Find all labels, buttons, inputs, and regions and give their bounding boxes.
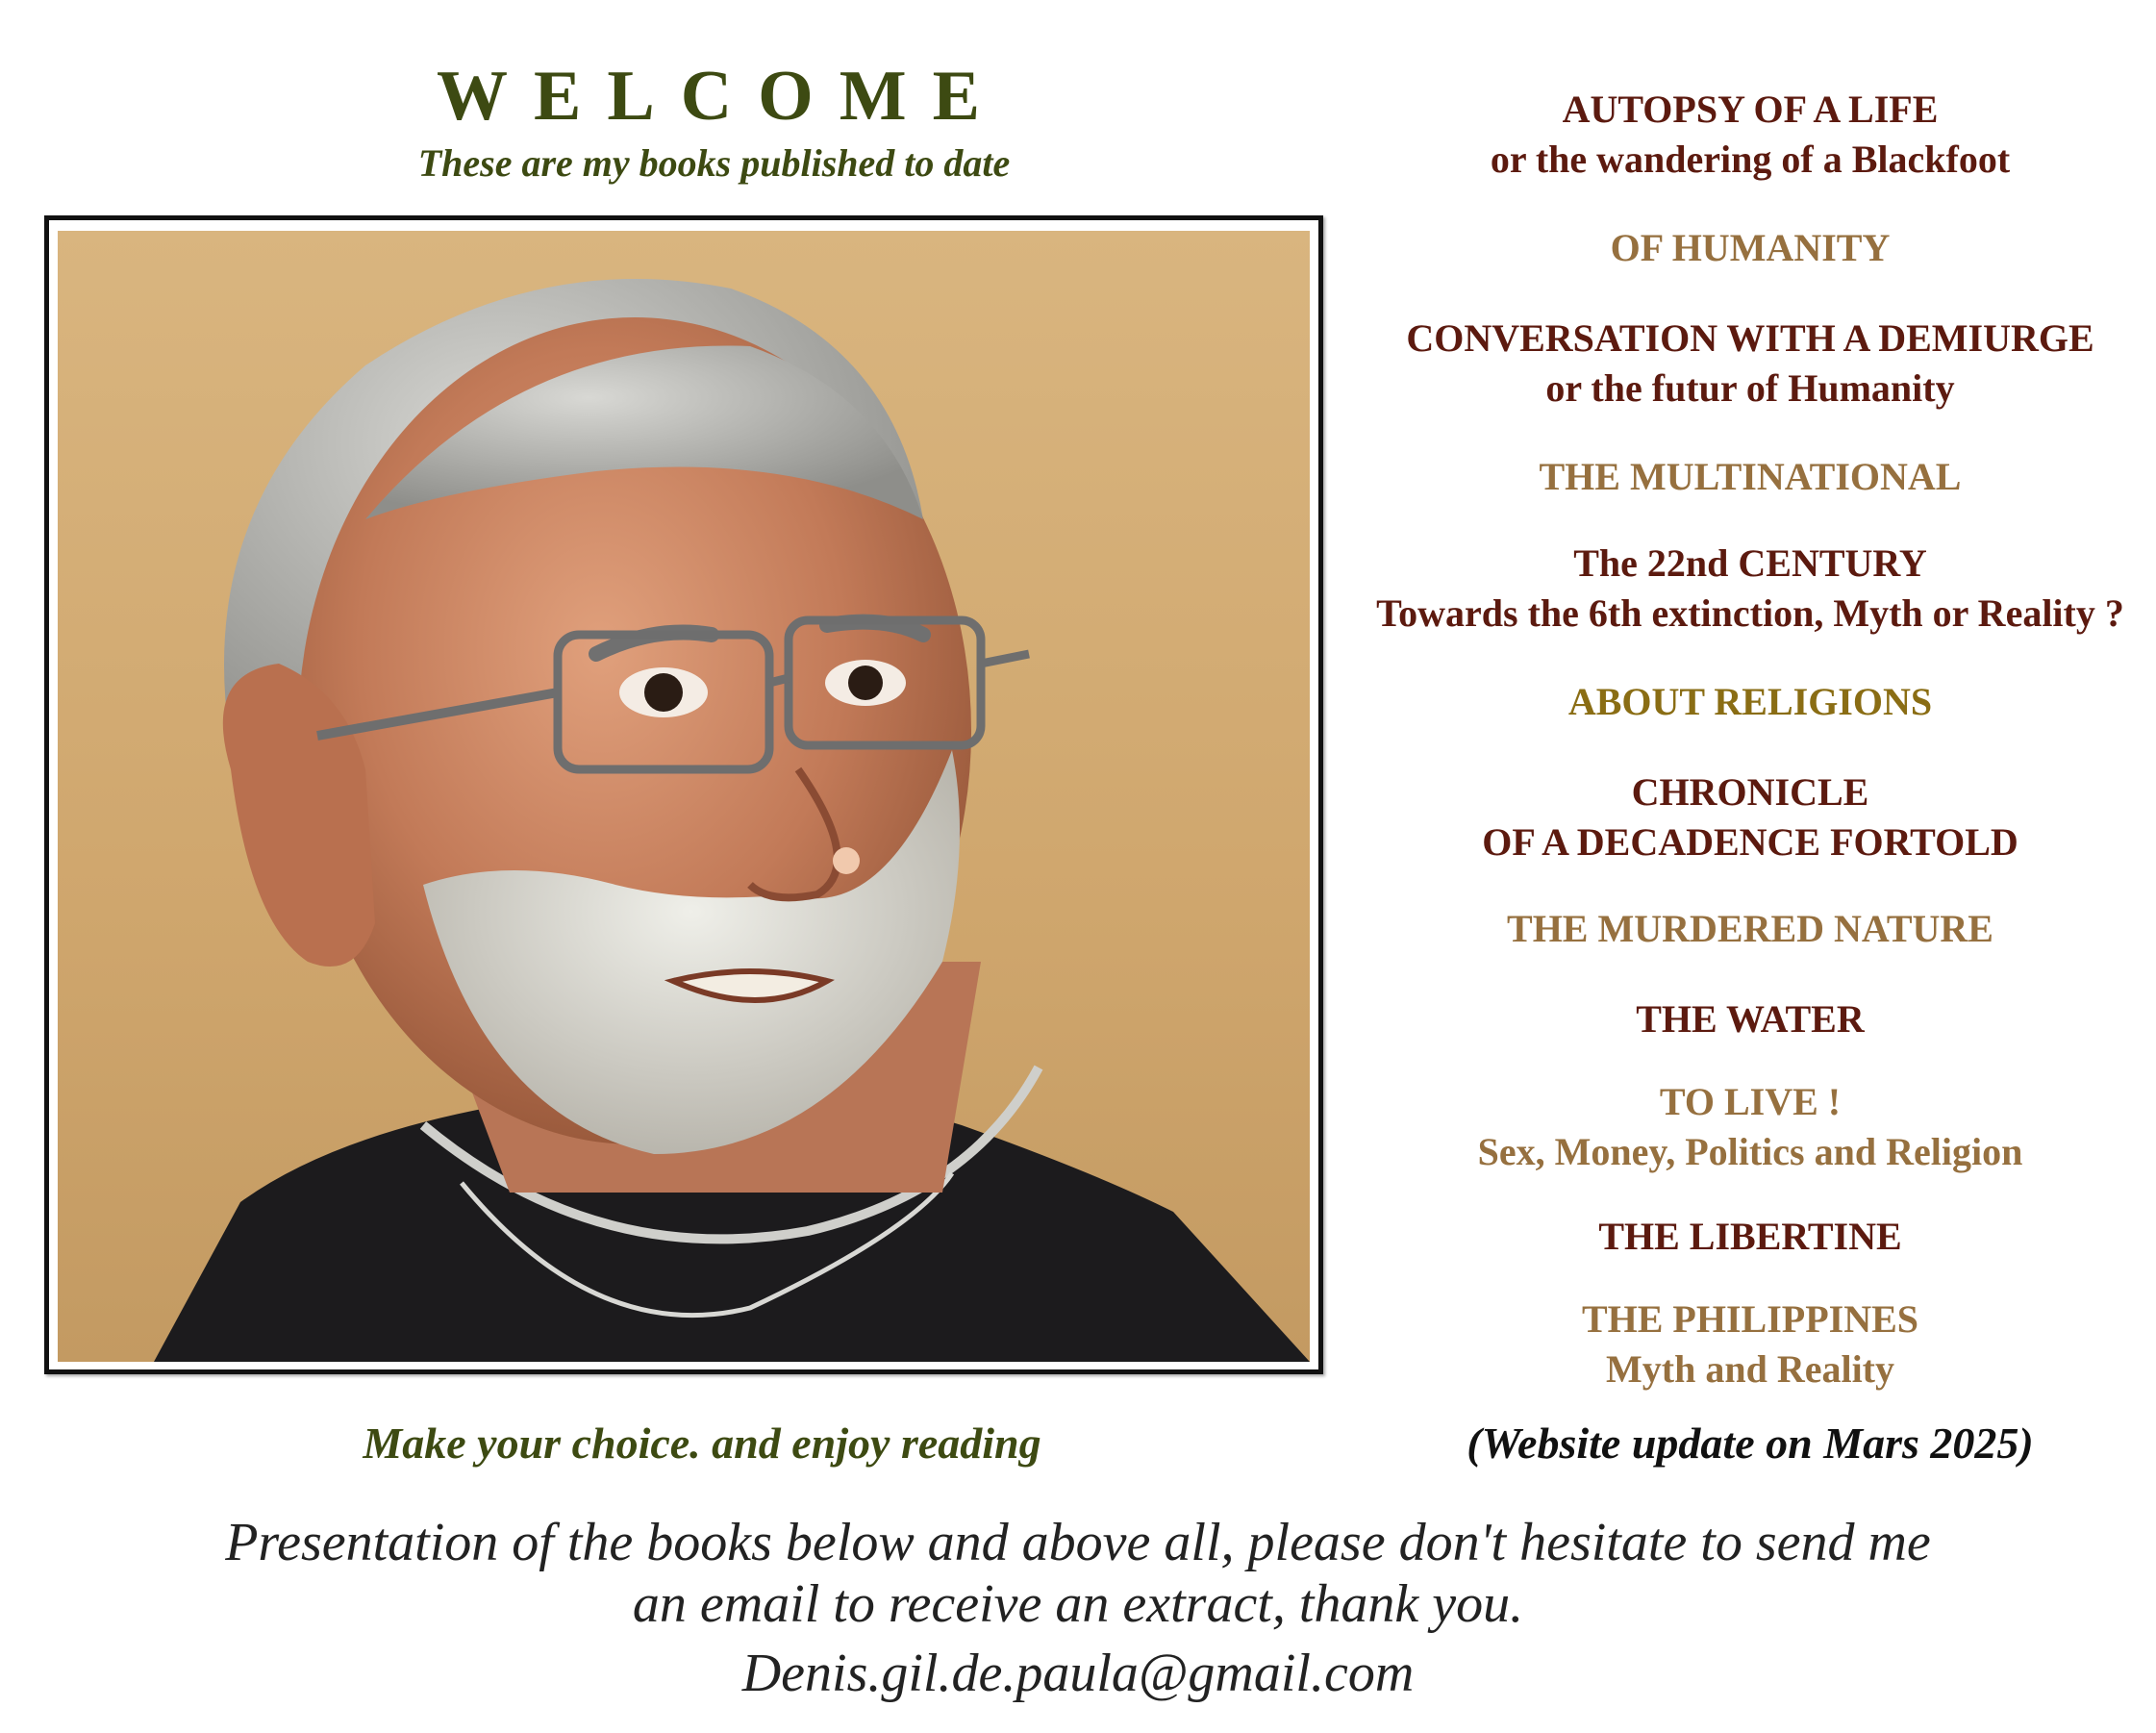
book-chronicle[interactable] [1346, 767, 2154, 867]
book-title: THE WATER [1636, 997, 1865, 1041]
book-title: THE MURDERED NATURE [1507, 907, 1993, 950]
presentation-line-2: an email to receive an extract, thank you. [632, 1574, 1524, 1634]
book-autopsy-of-a-life[interactable] [1346, 85, 2154, 185]
book-conversation-with-a-demiurge[interactable] [1346, 314, 2154, 414]
contact-email-link[interactable]: Denis.gil.de.paula@gmail.com [741, 1644, 1415, 1703]
welcome-subtitle: These are my books published to date [417, 141, 1011, 185]
book-the-water[interactable] [1346, 994, 2154, 1044]
book-subtitle: or the futur of Humanity [1545, 366, 1955, 410]
book-title: THE LIBERTINE [1598, 1215, 1902, 1258]
website-update-note: (Website update on Mars 2025) [1467, 1419, 2034, 1468]
book-subtitle: Myth and Reality [1606, 1347, 1894, 1391]
book-the-philippines[interactable] [1346, 1294, 2154, 1394]
book-title: CONVERSATION WITH A DEMIURGE [1406, 316, 2094, 360]
welcome-heading: WELCOME [437, 57, 1006, 136]
book-title: TO LIVE ! [1659, 1080, 1842, 1123]
book-subtitle: OF A DECADENCE FORTOLD [1482, 820, 2018, 864]
book-subtitle: Towards the 6th extinction, Myth or Reality ? [1376, 591, 2124, 635]
book-title: The 22nd CENTURY [1573, 541, 1927, 585]
book-about-religions[interactable] [1346, 677, 2154, 727]
book-title: THE PHILIPPINES [1581, 1297, 1919, 1341]
book-list [1346, 0, 2154, 1443]
book-title: CHRONICLE [1631, 770, 1869, 814]
book-the-22nd-century[interactable] [1346, 539, 2154, 639]
author-portrait-photo [58, 231, 1310, 1362]
book-subtitle: Sex, Money, Politics and Religion [1477, 1130, 2023, 1173]
presentation-line-1: Presentation of the books below and above all, please don't hesitate to send me [225, 1513, 1931, 1572]
presentation-text [0, 1512, 2156, 1635]
book-the-libertine[interactable] [1346, 1212, 2154, 1262]
book-title: AUTOPSY OF A LIFE [1562, 88, 1939, 131]
book-the-murdered-nature[interactable] [1346, 904, 2154, 954]
book-of-humanity[interactable] [1346, 223, 2154, 273]
choice-tagline: Make your choice. and enjoy reading [363, 1419, 1041, 1468]
book-title: OF HUMANITY [1610, 226, 1891, 269]
book-title: THE MULTINATIONAL [1539, 455, 1962, 498]
book-subtitle: or the wandering of a Blackfoot [1490, 138, 2011, 181]
book-title: ABOUT RELIGIONS [1567, 680, 1933, 723]
book-to-live[interactable] [1346, 1077, 2154, 1177]
book-the-multinational[interactable] [1346, 452, 2154, 502]
